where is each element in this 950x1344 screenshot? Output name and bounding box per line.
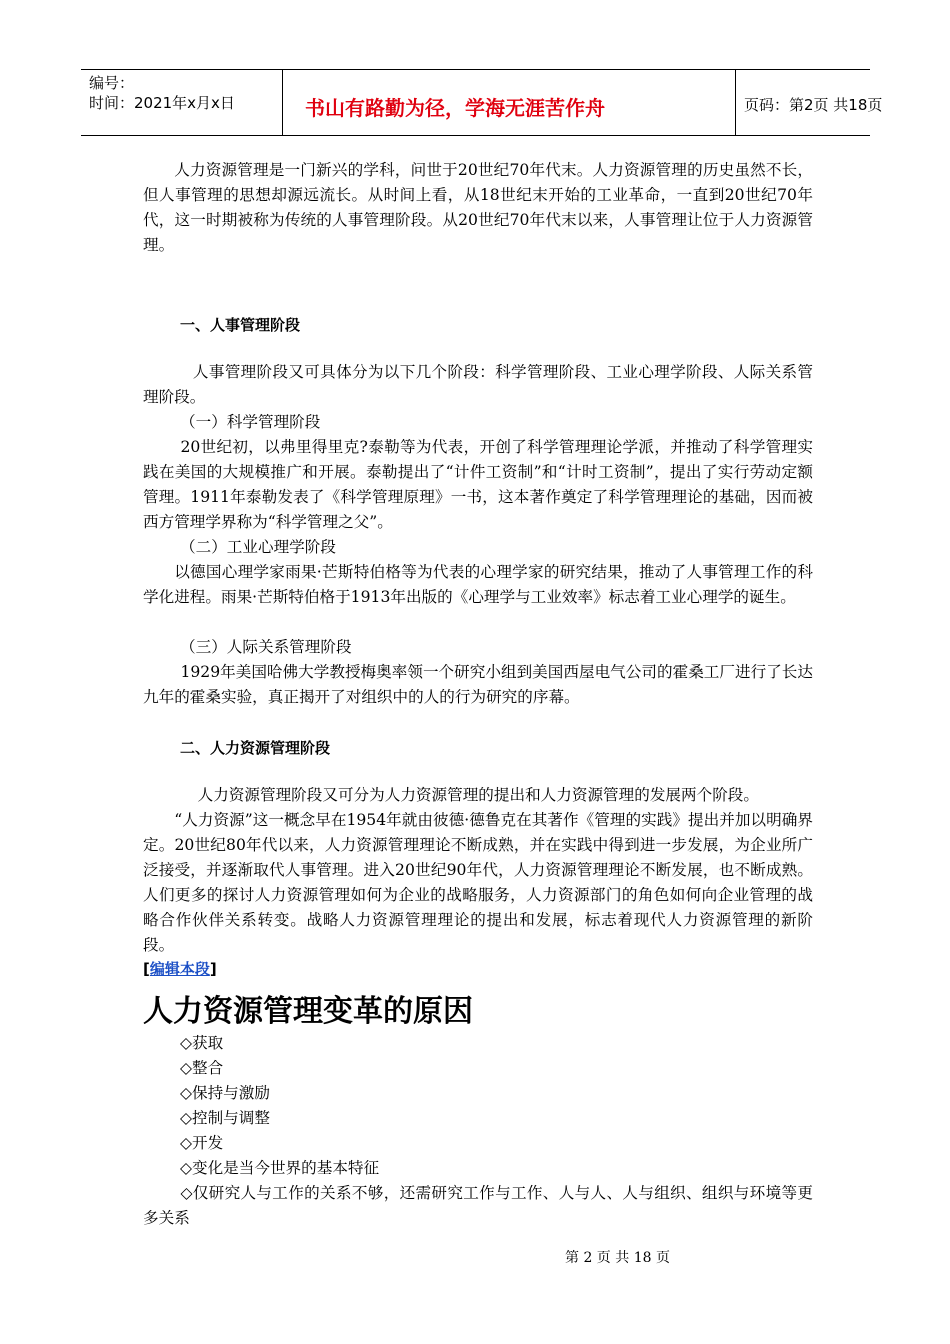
sub1-title: （一）科学管理阶段 xyxy=(180,413,321,431)
sub2-title: （二）工业心理学阶段 xyxy=(180,538,336,556)
reasons-title: 人力资源管理变革的原因 xyxy=(143,994,473,1029)
header-motto-cell xyxy=(283,70,736,135)
list-item: ◇变化是当今世界的基本特征 xyxy=(180,1159,380,1177)
sub3-title: （三）人际关系管理阶段 xyxy=(180,638,352,656)
edit-bracket-close: ] xyxy=(209,960,217,978)
list-item: ◇整合 xyxy=(180,1059,224,1077)
intro-paragraph: 人力资源管理是一门新兴的学科，问世于20世纪70年代末。人力资源管理的历史虽然不长，但人事管理的思想却源远流长。从时间上看，从18世纪末开始的工业革命，一直到20世纪70年代，这一时期被称为传统的人事管理阶段。从20世纪70年代末以来，人事管理让位于人力资源管理。 xyxy=(143,161,813,254)
sub2-text: 以德国心理学家雨果·芒斯特伯格等为代表的心理学家的研究结果，推动了人事管理工作的科学化进程。雨果·芒斯特伯格于1913年出版的《心理学与工业效率》标志着工业心理学的诞生。 xyxy=(143,563,813,606)
section2-heading: 二、人力资源管理阶段 xyxy=(180,739,331,757)
section2-intro: 人力资源管理阶段又可分为人力资源管理的提出和人力资源管理的发展两个阶段。 xyxy=(197,786,759,804)
section2-text: “人力资源”这一概念早在1954年就由彼德·德鲁克在其著作《管理的实践》提出并加以明确界定。20世纪80年代以来，人力资源管理理论不断成熟，并在实践中得到进一步发展，为企业所广泛接受，并逐渐取代人事管理。进入20世纪90年代，人力资源管理理论不断发展，也不断成熟。人们更多的探讨人力资源管理如何为企业的战略服务，人力资源部门的角色如何向企业管理的战略合作伙伴关系转变。战略人力资源管理理论的提出和发展，标志着现代人力资源管理的新阶段。 xyxy=(143,811,813,954)
edit-section xyxy=(143,958,217,979)
list-item: ◇保持与激励 xyxy=(180,1084,270,1102)
page-footer: 第 2 页 共 18 页 xyxy=(565,1250,670,1266)
section1-intro: 人事管理阶段又可具体分为以下几个阶段：科学管理阶段、工业心理学阶段、人际关系管理阶段。 xyxy=(143,363,813,406)
edit-section-link[interactable]: 编辑本段 xyxy=(149,960,210,978)
list-item: ◇获取 xyxy=(180,1034,224,1052)
number-label: 编号： xyxy=(89,74,135,92)
time-label: 时间：2021年x月x日 xyxy=(89,94,235,112)
page-label: 页码：第2页 共18页 xyxy=(744,96,883,114)
sub1-text: 20世纪初，以弗里得里克?泰勒等为代表，开创了科学管理理论学派，并推动了科学管理实践在美国的大规模推广和开展。泰勒提出了“计件工资制”和“计时工资制”，提出了实行劳动定额管理。1911年泰勒发表了《科学管理原理》一书，这本著作奠定了科学管理理论的基础，因而被西方管理学界称为“科学管理之父”。 xyxy=(143,438,813,531)
motto: 书山有路勤为径，学海无涯苦作舟 xyxy=(305,96,605,120)
header-page-cell xyxy=(736,70,883,135)
list-item: ◇控制与调整 xyxy=(180,1109,270,1127)
list-item-last: ◇仅研究人与工作的关系不够，还需研究工作与工作、人与人、人与组织、组织与环境等更多关系 xyxy=(143,1184,813,1227)
list-item: ◇开发 xyxy=(180,1134,224,1152)
header-left-cell xyxy=(81,70,283,135)
page-header xyxy=(81,69,883,136)
edit-bracket-open: [ xyxy=(143,960,150,978)
section1-heading: 一、人事管理阶段 xyxy=(180,316,301,334)
sub3-text: 1929年美国哈佛大学教授梅奥率领一个研究小组到美国西屋电气公司的霍桑工厂进行了长达九年的霍桑实验，真正揭开了对组织中的人的行为研究的序幕。 xyxy=(143,663,813,706)
